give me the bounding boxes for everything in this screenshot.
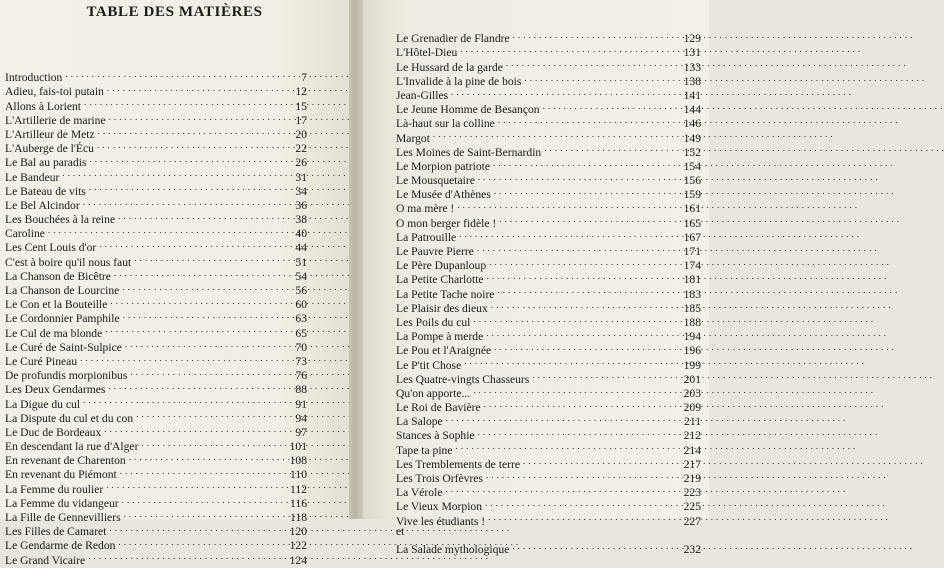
toc-connector: et [396, 524, 405, 538]
dot-leader [486, 468, 676, 482]
toc-entry-title: Les Moines de Saint-Bernardin [396, 145, 542, 159]
dot-leader [134, 251, 282, 265]
dot-leader [105, 322, 282, 336]
toc-entry-page-number: 56 [295, 284, 307, 297]
toc-entry-title: La Pompe à merde [396, 330, 484, 344]
toc-entry-title: Le Mousquetaire [396, 174, 475, 188]
toc-entry-title: Le Hussard de la garde [396, 60, 503, 74]
toc-entry-title: Les Deux Gendarmes [5, 383, 106, 397]
toc-entry-title: La Femme du vidangeur [5, 496, 119, 510]
toc-entry-title: Les Cent Louis d'or [5, 241, 97, 255]
dot-leader [484, 397, 676, 411]
dot-leader [523, 454, 676, 468]
dot-leader [512, 539, 676, 553]
dot-leader [118, 535, 282, 549]
toc-entry-title: Les Trois Orfèvres [396, 472, 483, 485]
toc-list-left [5, 67, 307, 567]
dot-leader [124, 507, 282, 521]
toc-entry-page-number: 152 [683, 145, 701, 159]
dot-leader [108, 379, 282, 393]
toc-entry-title: Les Quatre-vingts Chasseurs [396, 372, 530, 386]
toc-entry-page-number: 131 [683, 46, 701, 60]
toc-entry-title: La Patrouille [396, 230, 457, 244]
toc-entry [396, 142, 701, 159]
toc-entry-page-number: 88 [295, 383, 307, 397]
toc-entry-title: La Chanson de Lourcine [5, 284, 120, 297]
dot-leader [488, 510, 676, 524]
toc-entry-page-number: 156 [683, 174, 701, 188]
dot-leader [498, 113, 676, 127]
toc-entry-title: Margot [396, 131, 430, 145]
toc-entry-title: Adieu, fais-toi putain [5, 85, 104, 99]
toc-entry-page-number: 146 [683, 117, 701, 131]
toc-entry-title: Le Curé Pineau [5, 354, 78, 368]
dot-leader [487, 269, 676, 283]
toc-entry-page-number: 212 [683, 429, 701, 443]
dot-leader [489, 255, 676, 269]
dot-leader [485, 496, 676, 510]
dot-leader [125, 337, 282, 351]
toc-entry-page-number: 185 [683, 301, 701, 315]
toc-entry-title: Le Bateau de vits [5, 184, 86, 198]
toc-entry-title: La Salade mythologique [396, 542, 510, 556]
toc-entry-page-number: 60 [295, 298, 307, 312]
toc-entry-page-number: 223 [683, 486, 701, 500]
dot-leader [494, 340, 676, 354]
toc-entry-title: Le P'tit Chose [396, 358, 462, 372]
toc-entry-page-number: 149 [683, 131, 701, 145]
toc-entry-title: En revenant de Charenton [5, 454, 126, 468]
toc-entry-page-number: 36 [295, 198, 307, 212]
toc-entry-page-number: 144 [683, 103, 701, 117]
toc-entry-page-number: 97 [295, 425, 307, 439]
toc-entry-title: Le Musée d'Athènes [396, 188, 491, 202]
dot-leader [524, 71, 676, 85]
toc-entry-title: L'Auberge de l'Écu [5, 142, 94, 156]
toc-entry-title: L'Artilleur de Metz [5, 127, 95, 141]
toc-entry-title: La Dispute du cul et du con [5, 411, 134, 425]
dot-leader [89, 152, 282, 166]
page-title: TABLE DES MATIÈRES [86, 4, 263, 20]
toc-entry-page-number: 38 [295, 213, 307, 227]
toc-entry-page-number: 76 [295, 369, 307, 383]
dot-leader [460, 42, 676, 56]
toc-entry-title: L'Artillerie de marine [5, 113, 106, 127]
toc-entry-page-number: 54 [295, 269, 307, 283]
toc-entry-page-number: 188 [683, 315, 701, 329]
toc-entry-title: Le Cul de ma blonde [5, 326, 103, 340]
dot-leader [122, 493, 282, 507]
toc-entry-page-number: 141 [683, 88, 701, 102]
dot-leader [88, 549, 282, 563]
toc-entry-title: Le Vieux Morpion [396, 500, 483, 514]
toc-entry-page-number: 203 [683, 386, 701, 400]
toc-entry-title: La Petite Charlotte [396, 273, 484, 287]
right-page [363, 0, 709, 556]
toc-entry-page-number: 73 [295, 354, 307, 368]
dot-leader [141, 436, 282, 450]
dot-leader [48, 223, 282, 237]
toc-entry-page-number: 219 [683, 472, 701, 485]
toc-entry-page-number: 165 [683, 216, 701, 230]
toc-entry-page-number: 63 [295, 312, 307, 326]
toc-entry-title: En revenant du Piémont [5, 468, 117, 482]
toc-entry-page-number: 17 [295, 113, 307, 127]
dot-leader [80, 351, 282, 365]
toc-entry-page-number: 26 [295, 156, 307, 170]
dot-leader [122, 280, 282, 294]
toc-entry-page-number: 181 [683, 273, 701, 287]
dot-leader [464, 354, 676, 368]
toc-entry-title: La Salope [396, 415, 443, 429]
toc-entry [5, 223, 307, 241]
dot-leader [109, 110, 282, 124]
dot-leader [457, 198, 676, 212]
toc-entry-title: Les Bouchées à la reine [5, 213, 116, 227]
toc-entry-title: Stances à Sophie [396, 429, 475, 443]
dot-leader [497, 283, 676, 297]
toc-entry-page-number: 217 [683, 457, 701, 471]
toc-entry-page-number: 214 [683, 443, 701, 457]
dot-leader [477, 241, 676, 255]
toc-entry-title: C'est à boire qu'il nous faut [5, 255, 132, 269]
toc-entry-page-number: 161 [683, 202, 701, 216]
toc-entry-title: Les Tremblements de terre [396, 457, 520, 471]
toc-entry-page-number: 31 [295, 170, 307, 184]
toc-entry-page-number: 194 [683, 330, 701, 344]
dot-leader [446, 411, 676, 425]
toc-entry-page-number: 183 [683, 287, 701, 301]
dot-leader [473, 383, 676, 397]
toc-entry-page-number: 44 [295, 241, 307, 255]
toc-entry-page-number: 15 [295, 99, 307, 113]
toc-entry-page-number: 70 [295, 340, 307, 354]
toc-entry-page-number: 120 [289, 525, 307, 539]
dot-leader [118, 209, 282, 223]
dot-leader [98, 124, 282, 138]
toc-entry-title: Le Bandeur [5, 170, 60, 184]
toc-entry-page-number: 65 [295, 326, 307, 340]
dot-leader [543, 99, 676, 113]
toc-entry-page-number: 7 [301, 71, 307, 85]
toc-entry-page-number: 110 [290, 468, 307, 482]
toc-entry-title: La Vérole [396, 486, 443, 500]
dot-leader [110, 294, 282, 308]
toc-entry-page-number: 133 [683, 60, 701, 74]
toc-entry-title: Le Pauvre Pierre [396, 245, 474, 258]
toc-entry-page-number: 199 [683, 358, 701, 372]
toc-entry-page-number: 201 [683, 372, 701, 386]
dot-leader [109, 521, 282, 535]
toc-entry-page-number: 196 [683, 344, 701, 358]
dot-leader [544, 142, 676, 156]
dot-leader [114, 266, 282, 280]
toc-entry-page-number: 174 [683, 259, 701, 273]
dot-leader [99, 237, 282, 251]
toc-entry-page-number: 209 [683, 401, 701, 415]
dot-leader [459, 227, 676, 241]
toc-entry-title: La Femme du roulier [5, 482, 104, 496]
dot-leader [473, 312, 676, 326]
dot-leader [513, 28, 676, 42]
toc-entry-title: Le Roi de Bavière [396, 401, 481, 415]
toc-entry-page-number: 122 [289, 539, 307, 553]
toc-entry-title: De profundis morpionibus [5, 369, 128, 383]
toc-entry-title: Le Grand Vicaire [5, 553, 86, 567]
toc-entry-page-number: 124 [289, 553, 307, 567]
dot-leader [456, 439, 677, 453]
toc-entry-page-number: 34 [295, 184, 307, 198]
toc-entry-page-number: 108 [289, 454, 307, 468]
toc-entry-title: La Digue du cul [5, 397, 81, 411]
dot-leader [433, 127, 676, 141]
dot-leader [107, 81, 282, 95]
toc-entry-title: Le Duc de Bordeaux [5, 425, 102, 439]
toc-entry-page-number: 232 [683, 542, 701, 556]
toc-entry-title: La Petite Tache noire [396, 287, 495, 301]
toc-entry-page-number: 118 [290, 511, 307, 524]
dot-leader [445, 482, 676, 496]
toc-entry-title: Allons à Lorient [5, 99, 81, 113]
toc-entry-page-number: 12 [295, 85, 307, 99]
toc-entry-title: La Chanson de Bicêtre [5, 269, 111, 283]
dot-leader [506, 56, 676, 70]
dot-leader [65, 67, 282, 81]
toc-entry-page-number: 225 [683, 500, 701, 514]
toc-entry-title: Le Cordonnier Pamphile [5, 312, 120, 326]
toc-entry-title: Le Pou et l'Araignée [396, 344, 492, 358]
toc-entry-title: O mon berger fidèle ! [396, 216, 497, 230]
toc-entry [396, 127, 701, 145]
dot-leader [491, 298, 676, 312]
toc-entry-title: Vive les étudiants ! [396, 514, 486, 528]
book-gutter [349, 0, 363, 519]
dot-leader [451, 85, 676, 99]
toc-entry-page-number: 112 [290, 482, 307, 496]
toc-entry-title: Le Morpion patriote [396, 159, 491, 173]
dot-leader [123, 308, 282, 322]
dot-leader [97, 138, 282, 152]
toc-entry-title: Qu'on apporte... [396, 386, 471, 400]
dot-leader [129, 450, 282, 464]
toc-entry-title: Le Grenadier de Flandre [396, 32, 510, 46]
toc-entry-title: Le Père Dupanloup [396, 259, 487, 273]
toc-entry-title: Le Bel Alcindor [5, 198, 80, 212]
dot-leader [499, 212, 676, 226]
toc-entry-title: Le Plaisir des dieux [396, 301, 488, 315]
dot-leader [494, 184, 676, 198]
toc-entry-page-number: 154 [683, 159, 701, 173]
dot-leader [62, 166, 282, 180]
toc-entry-page-number: 116 [290, 496, 307, 510]
toc-entry-title: Introduction [5, 71, 63, 85]
dot-leader [106, 478, 282, 492]
toc-entry-title: L'Hôtel-Dieu [396, 46, 458, 60]
dot-leader [104, 422, 282, 436]
toc-entry-page-number: 91 [295, 397, 307, 411]
dot-leader [478, 170, 676, 184]
toc-entry-page-number: 227 [683, 514, 701, 528]
toc-entry-title: Le Gendarme de Redon [5, 539, 116, 553]
toc-entry [5, 237, 307, 255]
toc-entry-title: Le Con et la Bouteille [5, 298, 108, 312]
toc-entry [5, 67, 307, 85]
toc-entry-title: Tape ta pine [396, 443, 453, 457]
toc-entry-page-number: 159 [683, 188, 701, 202]
toc-entry-title: Le Bal au paradis [5, 156, 87, 170]
toc-entry-page-number: 20 [295, 127, 307, 141]
toc-entry [396, 539, 701, 556]
toc-list-right [396, 28, 701, 556]
toc-entry-title: La Fille de Gennevilliers [5, 511, 121, 524]
left-page [0, 0, 349, 567]
toc-entry-page-number: 22 [295, 142, 307, 156]
dot-leader [486, 326, 676, 340]
toc-entry-page-number: 101 [289, 440, 307, 454]
toc-entry-page-number: 167 [683, 230, 701, 244]
dot-leader [84, 95, 282, 109]
toc-entry-title: Là-haut sur la colline [396, 117, 495, 131]
toc-entry-title: Le Curé de Saint-Sulpice [5, 340, 122, 354]
toc-entry-page-number: 51 [295, 255, 307, 269]
toc-entry-title: En descendant la rue d'Alger [5, 440, 139, 454]
toc-entry [396, 28, 701, 46]
dot-leader [83, 393, 282, 407]
toc-entry-page-number: 129 [683, 32, 701, 46]
toc-entry-title: Les Poils du cul [396, 315, 471, 329]
dot-leader [120, 464, 282, 478]
toc-entry-title: L'Invalide à la pine de bois [396, 74, 522, 88]
dot-leader [83, 195, 282, 209]
dot-leader [478, 425, 676, 439]
toc-entry-page-number: 171 [683, 245, 701, 258]
dot-leader [136, 408, 282, 422]
toc-entry-page-number: 138 [683, 74, 701, 88]
toc-entry-title: Les Filles de Camaret [5, 525, 107, 539]
toc-entry-page-number: 40 [295, 227, 307, 241]
toc-entry-title: O ma mère ! [396, 202, 455, 216]
dot-leader [532, 369, 676, 383]
toc-entry-title: Jean-Gilles [396, 88, 449, 102]
toc-entry-page-number: 211 [684, 415, 701, 429]
toc-entry-page-number: 94 [295, 411, 307, 425]
toc-entry-title: Le Jeune Homme de Besançon [396, 103, 540, 117]
dot-leader [89, 181, 282, 195]
dot-leader [493, 156, 676, 170]
dot-leader [130, 365, 282, 379]
toc-entry-title: Caroline [5, 227, 45, 241]
